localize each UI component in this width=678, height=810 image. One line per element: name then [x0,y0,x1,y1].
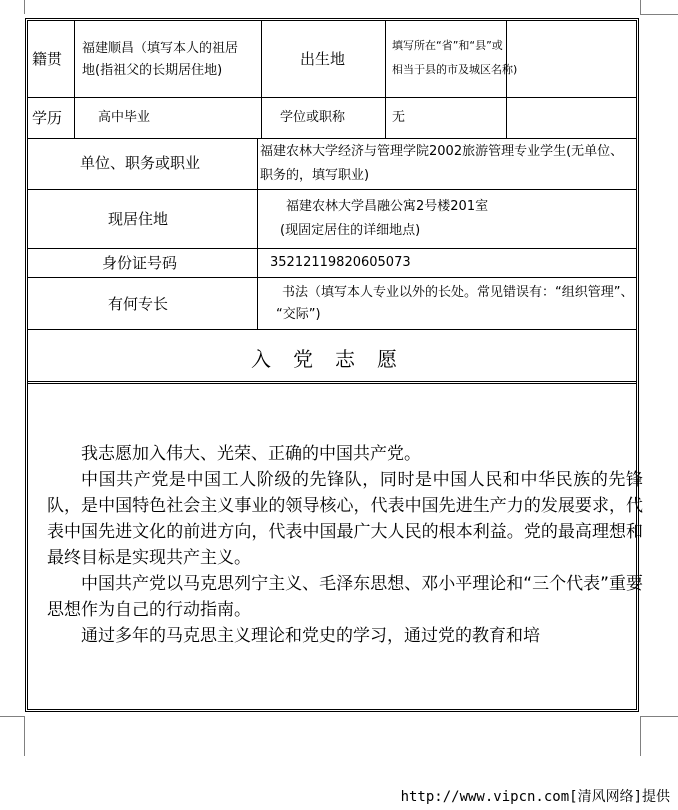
row-divider [28,277,636,278]
col-divider [74,21,75,138]
row-divider [28,189,636,190]
birthplace-label: 出生地 [300,50,346,68]
col-divider [261,21,262,138]
skill-value-line1: 书法（填写本人专业以外的长处。常见错误有：“组织管理”、 [282,285,634,300]
native-place-value-line2: 地(指祖父的长期居住地) [82,63,223,78]
crop-mark-left [24,0,25,14]
skill-value-line2: “交际”) [276,307,321,322]
degree-value: 无 [392,110,406,125]
native-place-value-line1: 福建顺昌（填写本人的祖居 [82,41,239,56]
row-divider [28,97,636,98]
crop-mark-top-right [640,14,678,15]
statement-paragraph: 中国共产党以马克思列宁主义、毛泽东思想、邓小平理论和“三个代表”重要思想作为自己的行动指南。 [47,574,643,620]
native-place-label: 籍贯 [32,50,63,68]
work-value-line1: 福建农林大学经济与管理学院2002旅游管理专业学生(无单位、 [260,144,624,159]
crop-mark-bottom-left-h [0,716,24,717]
col-divider [257,138,258,329]
row-divider [28,248,636,249]
section-divider [28,383,636,384]
application-form-table [25,18,643,712]
crop-mark-bottom-left [24,716,25,756]
address-label: 现居住地 [108,210,169,228]
statement-paragraph: 中国共产党是中国工人阶级的先锋队，同时是中国人民和中华民族的先锋队，是中国特色社会主义事业的领导核心，代表中国先进生产力的发展要求，代表中国先进文化的前进方向，代表中国最广大人民的根本利益。党的最高理想和最终目标是实现共产主义。 [47,470,643,568]
address-value-line1: 福建农林大学昌融公寓2号楼201室 [286,199,489,214]
statement-paragraph: 通过多年的马克思主义理论和党史的学习，通过党的教育和培 [81,626,540,646]
col-divider [506,21,507,138]
id-number-label: 身份证号码 [102,254,178,272]
row-divider [28,138,636,139]
id-number-value: 35212119820605073 [270,255,411,270]
education-label: 学历 [32,109,63,127]
address-value-line2: (现固定居住的详细地点) [280,223,421,238]
statement-paragraph: 我志愿加入伟大、光荣、正确的中国共产党。 [81,444,421,464]
section-divider [28,381,636,382]
section-title: 入党志愿 [251,347,419,371]
skill-label: 有何专长 [108,295,169,313]
crop-mark-bottom-right [640,716,641,756]
crop-mark-bottom-right-h [640,716,678,717]
crop-mark-right [640,0,641,14]
degree-label: 学位或职称 [280,110,346,125]
col-divider [385,21,386,138]
work-value-line2: 职务的，填写职业) [260,168,370,183]
statement-body [47,441,643,649]
row-divider [28,329,636,330]
footer-credit: http://www.vipcn.com[清风网络]提供 [400,789,670,805]
education-value: 高中毕业 [98,110,151,125]
birthplace-note-line2: 相当于县的市及城区名称) [392,63,518,76]
birthplace-note-line1: 填写所在“省”和“县”或 [392,39,503,52]
work-label: 单位、职务或职业 [80,154,201,172]
